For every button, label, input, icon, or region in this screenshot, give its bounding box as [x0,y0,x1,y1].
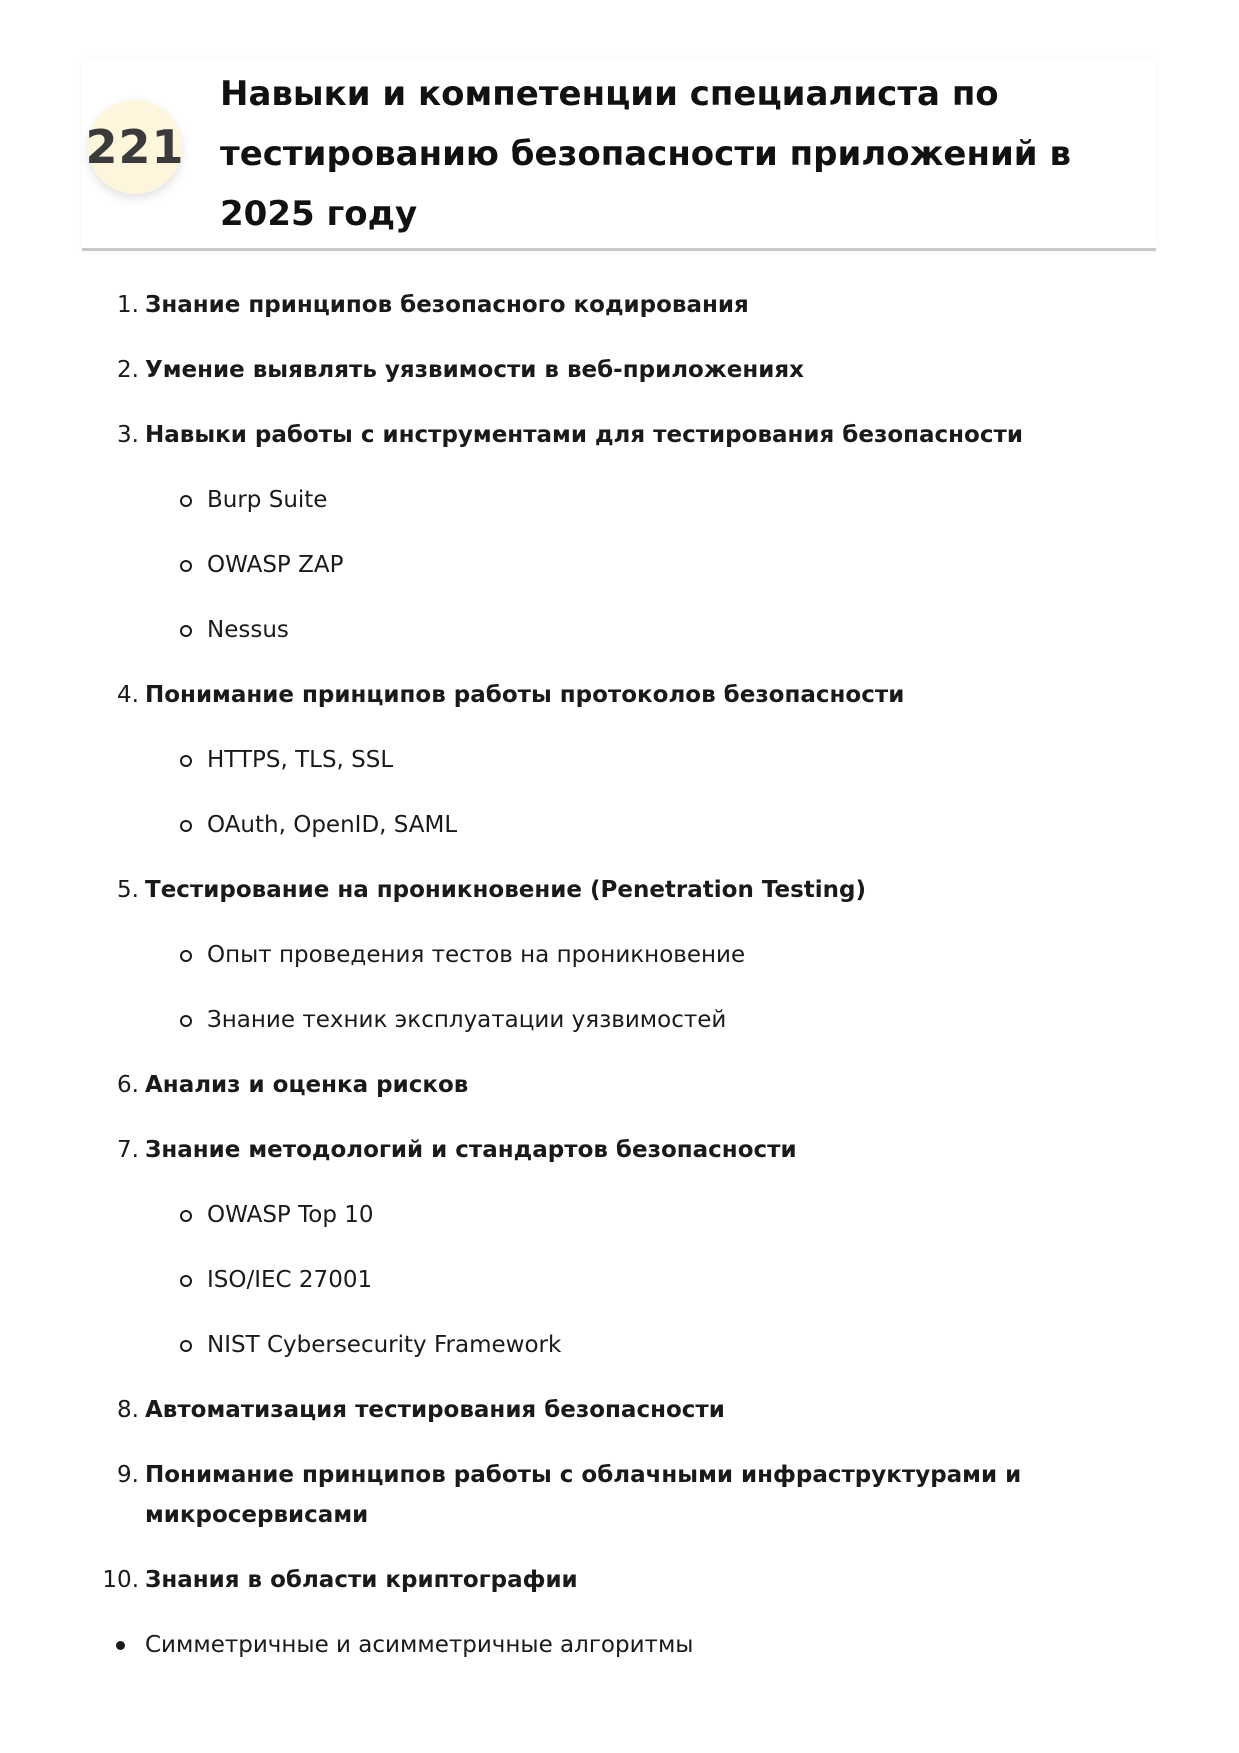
circle-bullet-icon [180,560,192,572]
trailing-item-text: Симметричные и асимметричные алгоритмы [145,1632,694,1658]
list-item-label: Знание принципов безопасного кодирования [145,292,749,318]
sub-list-item [145,805,1045,845]
page-title: Навыки и компетенции специалиста по тестированию безопасности приложений в 2025 году [220,74,1071,234]
sub-list [145,935,1045,1040]
circle-bullet-icon [180,1340,192,1352]
list-item-row [117,1065,1045,1105]
list-item-label: Понимание принципов работы протоколов безопасности [145,682,905,708]
sub-list-item [145,1195,1045,1235]
sub-list-item [145,480,1045,520]
list-item [0,350,1045,390]
sub-list-item [145,1325,1045,1365]
page-number-badge [85,100,185,194]
circle-bullet-icon [180,1210,192,1222]
sub-list-item-text: Burp Suite [207,487,328,513]
list-item-row [117,285,1045,325]
circle-bullet-icon [180,755,192,767]
page-header [82,58,1156,251]
circle-bullet-icon [180,950,192,962]
list-item-row [117,350,1045,390]
sub-list [145,480,1045,650]
skills-list [0,285,1239,1600]
sub-list-item [145,1260,1045,1300]
sub-list-item [145,610,1045,650]
circle-bullet-icon [180,1275,192,1287]
sub-list-item-text: OAuth, OpenID, SAML [207,812,458,838]
sub-list-item-text: ISO/IEC 27001 [207,1267,373,1293]
sub-list-item [145,740,1045,780]
sub-list-item-text: Опыт проведения тестов на проникновение [207,942,746,968]
list-item-label: Умение выявлять уязвимости в веб-приложениях [145,357,804,383]
list-item [0,1455,1045,1535]
list-item-number: 9. [117,1462,139,1488]
list-item-label: Анализ и оценка рисков [145,1072,469,1098]
sub-list-item-text: Nessus [207,617,289,643]
list-item [0,870,1045,1040]
circle-bullet-icon [180,495,192,507]
sub-list-item-text: HTTPS, TLS, SSL [207,747,394,773]
sub-list [145,740,1045,845]
list-item-number: 7. [117,1137,139,1163]
sub-list-item-text: Знание техник эксплуатации уязвимостей [207,1007,727,1033]
list-item [0,1560,1045,1600]
circle-bullet-icon [180,1015,192,1027]
list-item-row [117,870,1045,910]
circle-bullet-icon [180,820,192,832]
list-item-number: 1. [117,292,139,318]
list-item-row [102,1560,1045,1600]
list-item-label: Тестирование на проникновение (Penetration Testing) [145,877,866,903]
list-item-number: 6. [117,1072,139,1098]
bullet-icon [116,1641,125,1650]
list-item-label: Автоматизация тестирования безопасности [145,1397,725,1423]
page-number: 221 [85,120,185,174]
list-item-number: 5. [117,877,139,903]
list-item-number: 10. [102,1567,139,1593]
list-item-row [117,1455,1045,1535]
list-item [0,675,1045,845]
list-item-number: 8. [117,1397,139,1423]
list-item-number: 2. [117,357,139,383]
list-item-row [117,675,1045,715]
list-item-label: Знания в области криптографии [145,1567,578,1593]
list-item-label: Навыки работы с инструментами для тестирования безопасности [145,422,1023,448]
sub-list-item [145,1000,1045,1040]
sub-list-item-text: NIST Cybersecurity Framework [207,1332,562,1358]
sub-list-item-text: OWASP ZAP [207,552,344,578]
list-item-row [117,415,1045,455]
list-item [0,1130,1045,1365]
list-item [0,415,1045,650]
list-item-row [117,1390,1045,1430]
list-item [0,1390,1045,1430]
list-item-label: Понимание принципов работы с облачными инфраструктурами и микросервисами [145,1462,1022,1528]
list-item-number: 4. [117,682,139,708]
sub-list [145,1195,1045,1365]
sub-list-item [145,935,1045,975]
list-item-label: Знание методологий и стандартов безопасности [145,1137,797,1163]
sub-list-item-text: OWASP Top 10 [207,1202,374,1228]
list-item-row [117,1130,1045,1170]
trailing-list-item [0,1625,1239,1665]
list-item [0,1065,1045,1105]
sub-list-item [145,545,1045,585]
list-item [0,285,1045,325]
content [0,285,1239,1665]
list-item-number: 3. [117,422,139,448]
circle-bullet-icon [180,625,192,637]
